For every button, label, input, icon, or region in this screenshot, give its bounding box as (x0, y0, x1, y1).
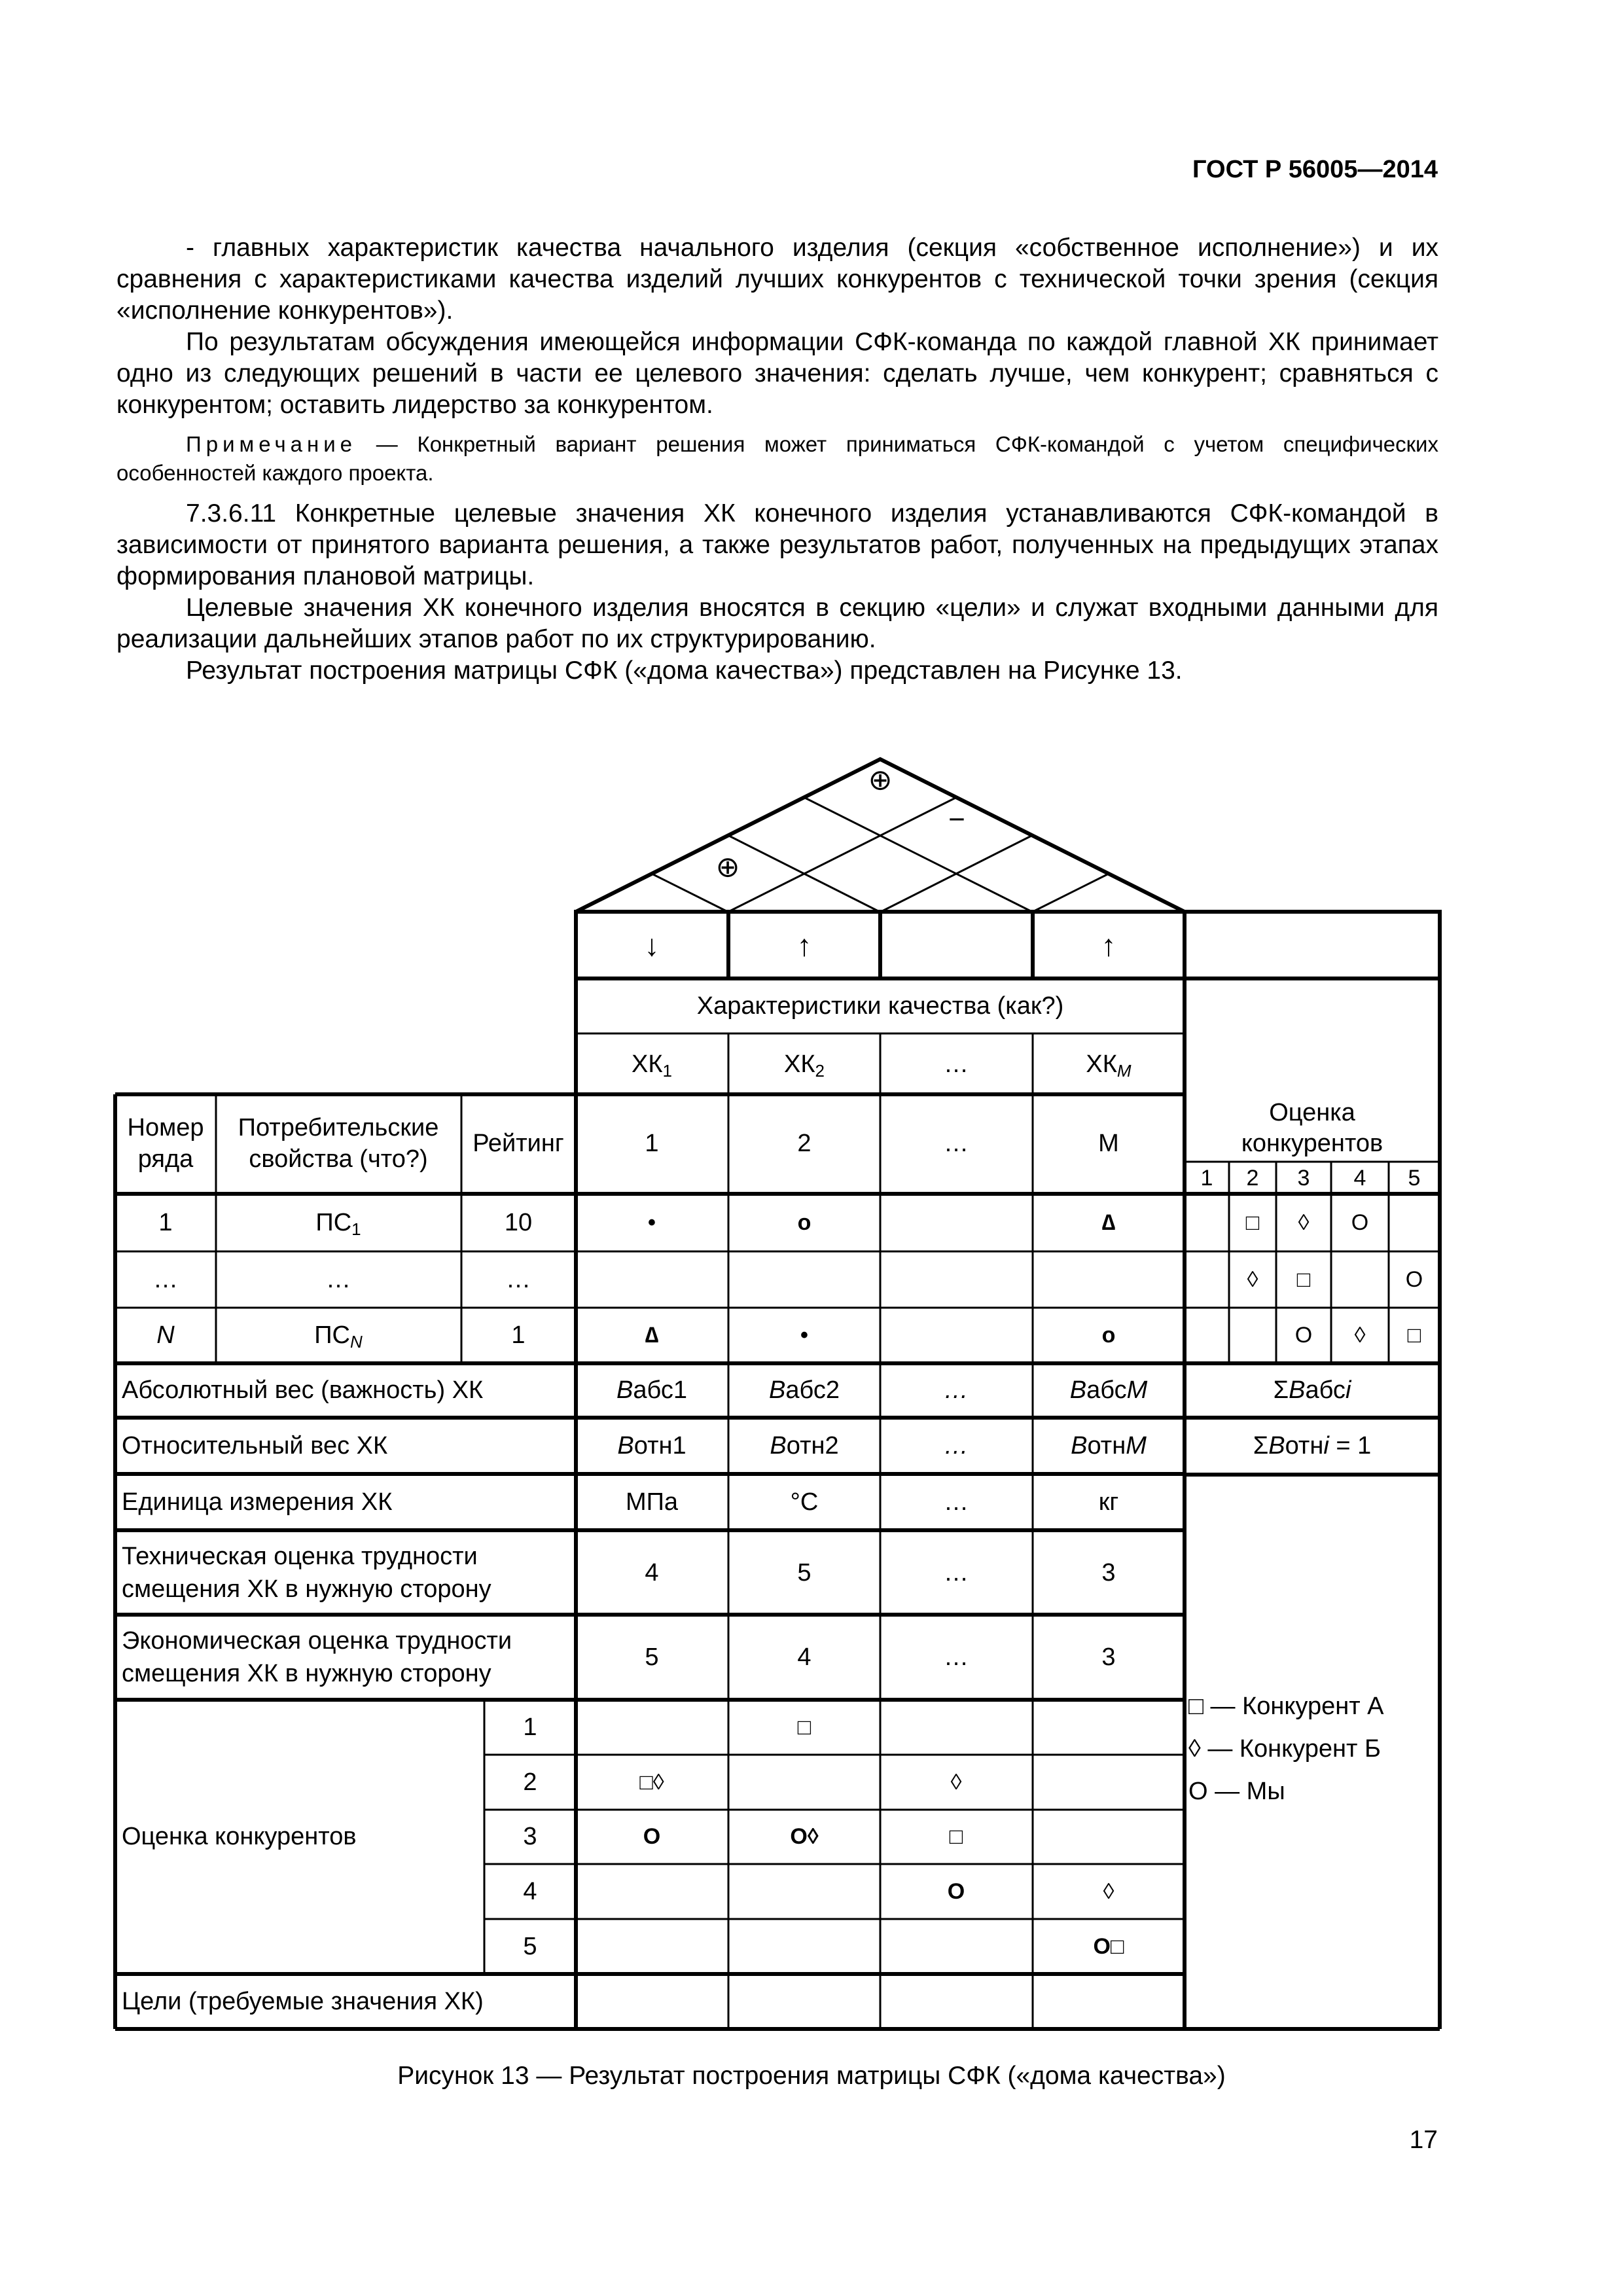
competitor-mark: □ (1407, 1323, 1421, 1348)
consumer-property-prefix: ПС (315, 1209, 352, 1236)
competitor-column-number: 1 (1200, 1166, 1213, 1191)
legend-item (1188, 1735, 1381, 1763)
comp-eval-label: Оценка конкурентов (122, 1823, 357, 1850)
comp-eval-row-number: 5 (523, 1933, 537, 1960)
rating-value: … (506, 1266, 531, 1293)
competitor-mark: □ (1296, 1267, 1311, 1292)
weight-suffix: абс2 (785, 1376, 840, 1404)
row-number: N (156, 1321, 175, 1349)
econ-difficulty-value: 4 (797, 1643, 812, 1671)
roof-positive-symbol: ⊕ (868, 764, 893, 797)
competitor-mark: ◊ (1247, 1267, 1258, 1292)
relation-symbol: • (800, 1323, 808, 1348)
competitor-column-number: 4 (1353, 1166, 1366, 1191)
legend-item (1188, 1778, 1285, 1805)
competitor-mark: O (1351, 1210, 1369, 1235)
legend-text: — Конкурент Б (1200, 1735, 1381, 1763)
relation-symbol: ∆ (1101, 1210, 1116, 1235)
comp-eval-mark: ◊ (1103, 1879, 1115, 1904)
paragraph-2: По результатам обсуждения имеющейся информации СФК-команда по каждой главной ХК принимает одно из следующих решений в части ее целевого значения: сделать лучше, чем конкурент; сравняться с конкурентом; оставить лидерство за конкурентом. (116, 328, 1438, 419)
abs-weight-value (1070, 1376, 1148, 1404)
row-number: 1 (158, 1209, 173, 1236)
hk-prefix: ХК (1086, 1050, 1117, 1078)
hk-number: 1 (645, 1130, 659, 1157)
competitor-column-number: 5 (1408, 1166, 1421, 1191)
sum-symbol: Σ (1253, 1432, 1269, 1460)
rating-value: 10 (504, 1209, 533, 1236)
abs-weight-value (616, 1376, 687, 1404)
hk-sub: 1 (662, 1061, 672, 1081)
abs-weight-value: … (944, 1376, 969, 1404)
paragraph-1: - главных характеристик качества начального изделия (секция «собственное исполнение») и их сравнения с характеристиками качества изделий лучших конкурентов с технической точки зрения (секция «исполнение конкурентов»). (116, 234, 1438, 325)
comp-eval-row-number: 4 (523, 1878, 537, 1905)
rel-weight-label: Относительный вес ХК (122, 1432, 388, 1460)
comp-eval-mark: □ (797, 1715, 812, 1740)
hk-header (1086, 1050, 1131, 1081)
roof-positive-symbol: ⊕ (715, 851, 740, 884)
paragraph-5: Результат построения матрицы СФК («дома качества») представлен на Рисунке 13. (186, 656, 1183, 685)
consumer-properties-header: свойства (что?) (249, 1145, 428, 1173)
weight-index: M (1126, 1376, 1148, 1404)
weight-prefix: В (617, 1432, 634, 1460)
comp-eval-mark: O◊ (790, 1824, 819, 1849)
sum-prefix: В (1268, 1432, 1285, 1460)
tech-difficulty-value: 3 (1101, 1559, 1116, 1587)
relation-symbol: o (797, 1210, 812, 1235)
weight-index: M (1126, 1432, 1147, 1460)
weight-prefix: В (1071, 1432, 1088, 1460)
row-number: … (153, 1266, 178, 1293)
comp-eval-mark: □◊ (639, 1770, 664, 1795)
note-text: — Конкретный вариант решения может приниматься СФК-командой с учетом специфических особенностей каждого проекта. (116, 432, 1438, 485)
competitor-column-number: 2 (1246, 1166, 1259, 1191)
row-number-header: Номер (127, 1114, 204, 1141)
econ-difficulty-label: Экономическая оценка трудности (122, 1627, 512, 1655)
competitor-column-number: 3 (1297, 1166, 1310, 1191)
weight-suffix: абс1 (633, 1376, 687, 1404)
legend-symbol: □ (1188, 1693, 1204, 1720)
econ-difficulty-value: … (944, 1643, 969, 1671)
weight-suffix: абс (1086, 1376, 1127, 1404)
weight-suffix: отн (1087, 1432, 1126, 1460)
hk-prefix: ХК (784, 1050, 815, 1078)
consumer-property-sub: 1 (351, 1219, 361, 1239)
competitor-mark: O (1405, 1267, 1423, 1292)
paragraph-3: 7.3.6.11 Конкретные целевые значения ХК конечного изделия устанавливаются СФК-командой в зависимости от принятого варианта решения, а также результатов работ, полученных на предыдущих этапах формирования плановой матрицы. (116, 499, 1438, 590)
sum-symbol: Σ (1273, 1376, 1289, 1404)
competitor-mark: □ (1245, 1210, 1260, 1235)
tech-difficulty-value: 4 (645, 1559, 659, 1587)
consumer-property-prefix: … (326, 1266, 351, 1293)
econ-difficulty-label: смещения ХК в нужную сторону (122, 1660, 491, 1687)
consumer-property (326, 1266, 351, 1293)
hk-number: М (1098, 1130, 1119, 1157)
sum-index: i (1345, 1376, 1351, 1404)
competitor-mark: ◊ (1354, 1323, 1366, 1348)
unit-value: °С (790, 1488, 819, 1516)
comp-eval-row-number: 3 (523, 1823, 537, 1850)
rel-weight-value (770, 1432, 838, 1460)
consumer-properties-header: Потребительские (238, 1114, 439, 1141)
sum-index: i (1323, 1432, 1329, 1460)
consumer-property-sub: N (349, 1332, 363, 1352)
competitor-mark: O (1294, 1323, 1313, 1348)
tech-difficulty-label: Техническая оценка трудности (122, 1543, 478, 1570)
comp-eval-mark: O (643, 1824, 661, 1849)
legend-text: — Конкурент А (1203, 1693, 1384, 1720)
relation-symbol: • (648, 1210, 656, 1235)
rating-value: 1 (511, 1321, 526, 1349)
legend-item (1188, 1693, 1384, 1720)
legend-text: — Мы (1207, 1778, 1285, 1805)
comp-eval-mark: O□ (1093, 1934, 1124, 1959)
hk-number: … (944, 1130, 969, 1157)
weight-suffix: отн2 (786, 1432, 839, 1460)
unit-value: … (944, 1488, 969, 1516)
consumer-property (314, 1321, 363, 1352)
legend-symbol: ◊ (1188, 1735, 1201, 1763)
comp-eval-row-number: 2 (523, 1768, 537, 1796)
tech-difficulty-value: … (944, 1559, 969, 1587)
rating-header: Рейтинг (473, 1130, 564, 1157)
direction-arrow: ↓ (644, 928, 660, 962)
hk-header (784, 1050, 825, 1081)
units-label: Единица измерения ХК (122, 1488, 393, 1516)
comp-eval-mark: ◊ (950, 1770, 962, 1795)
hk-sub: M (1116, 1061, 1132, 1081)
weight-prefix: В (616, 1376, 633, 1404)
competitor-evaluation-header: конкурентов (1241, 1130, 1383, 1157)
abs-weight-sum (1274, 1376, 1352, 1404)
paragraph-4: Целевые значения ХК конечного изделия вносятся в секцию «цели» и служат входными данными для реализации дальнейших этапов работ по их структурированию. (116, 594, 1438, 653)
rel-weight-sum (1253, 1432, 1371, 1460)
unit-value: кг (1098, 1488, 1119, 1516)
direction-arrow: ↑ (1101, 928, 1116, 962)
correlation-roof (576, 759, 1185, 912)
note-label: Примечание (186, 432, 357, 456)
rel-weight-value (1071, 1432, 1147, 1460)
unit-value: МПа (625, 1488, 679, 1516)
consumer-property-prefix: ПС (314, 1321, 350, 1349)
rel-weight-value (617, 1432, 686, 1460)
sum-suffix: абс (1305, 1376, 1346, 1404)
row-number-header: ряда (137, 1145, 194, 1173)
weight-prefix: В (1069, 1376, 1087, 1404)
abs-weight-value (769, 1376, 840, 1404)
legend-symbol: O (1188, 1778, 1208, 1805)
hk-number: 2 (797, 1130, 812, 1157)
figure-caption: Рисунок 13 — Результат построения матрицы СФК («дома качества») (397, 2062, 1226, 2090)
hk-header: … (944, 1050, 969, 1078)
page-number: 17 (1409, 2126, 1438, 2154)
document-header: ГОСТ Р 56005—2014 (1192, 156, 1438, 183)
competitor-evaluation-header: Оценка (1269, 1099, 1355, 1126)
comp-eval-row-number: 1 (523, 1713, 537, 1741)
hk-prefix: ХК (632, 1050, 663, 1078)
direction-arrow: ↑ (796, 928, 812, 962)
econ-difficulty-value: 3 (1101, 1643, 1116, 1671)
rel-weight-value: … (944, 1432, 969, 1460)
tech-difficulty-value: 5 (797, 1559, 812, 1587)
note (116, 430, 1438, 488)
weight-suffix: отн1 (633, 1432, 687, 1460)
consumer-property (315, 1209, 361, 1239)
sum-tail: = 1 (1329, 1432, 1372, 1460)
goals-label: Цели (требуемые значения ХК) (122, 1988, 484, 2015)
weight-prefix: В (770, 1432, 787, 1460)
comp-eval-mark: □ (949, 1824, 963, 1849)
abs-weight-label: Абсолютный вес (важность) ХК (122, 1376, 484, 1404)
roof-negative-symbol: − (948, 803, 965, 836)
tech-difficulty-label: смещения ХК в нужную сторону (122, 1575, 491, 1603)
hk-sub: 2 (815, 1061, 825, 1081)
econ-difficulty-value: 5 (645, 1643, 659, 1671)
sum-suffix: отн (1285, 1432, 1324, 1460)
hk-title: Характеристики качества (как?) (696, 992, 1064, 1020)
comp-eval-mark: O (947, 1879, 965, 1904)
competitor-mark: ◊ (1298, 1210, 1310, 1235)
weight-prefix: В (769, 1376, 786, 1404)
relation-symbol: o (1101, 1323, 1116, 1348)
sum-prefix: В (1289, 1376, 1306, 1404)
hk-header (632, 1050, 672, 1081)
body-text (116, 232, 1438, 687)
relation-symbol: ∆ (645, 1323, 659, 1348)
